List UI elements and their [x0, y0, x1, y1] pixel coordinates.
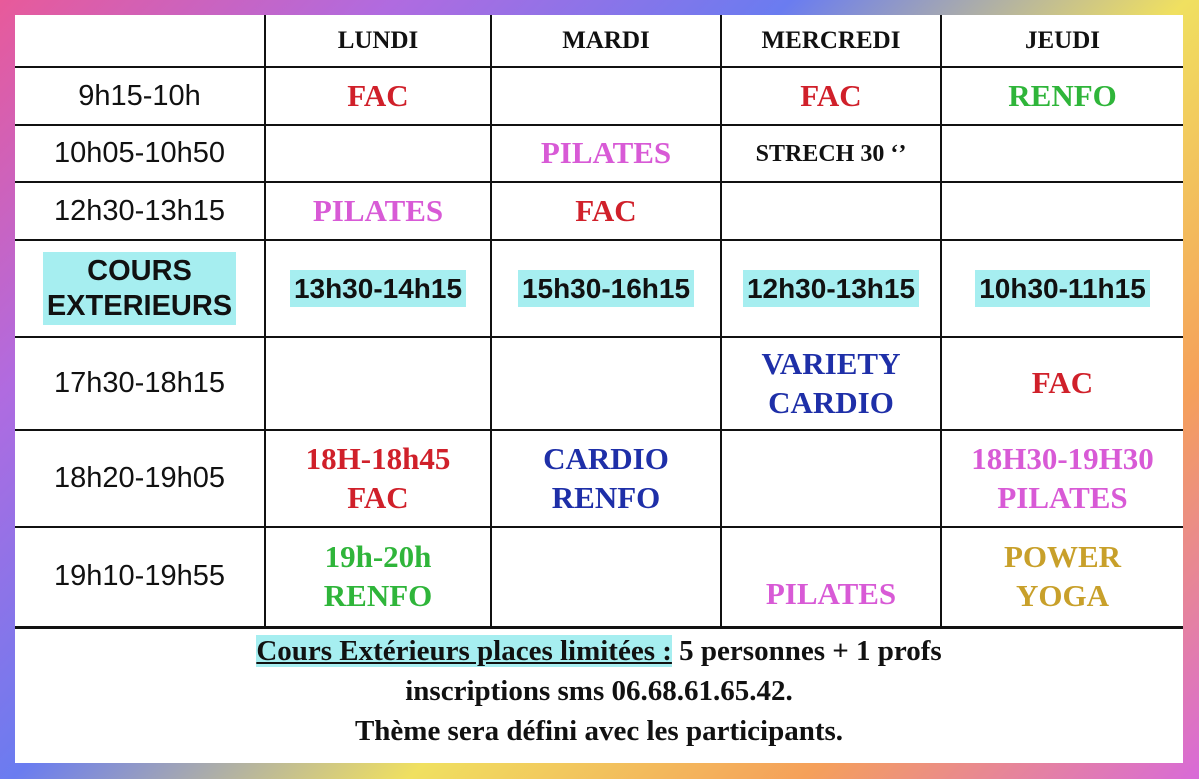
- time-slot: 17h30-18h15: [15, 337, 265, 430]
- outdoor-courses-label: Cours Extérieurs places limitées :: [256, 635, 672, 667]
- table-row: [15, 125, 1183, 182]
- class-cell: [265, 527, 491, 627]
- footer-line-1: [15, 631, 1183, 671]
- class-label: POWER: [1003, 539, 1122, 574]
- time-slot: 12h30-13h15: [15, 182, 265, 240]
- class-cell: [941, 527, 1183, 627]
- day-header-lundi: LUNDI: [265, 15, 491, 67]
- outdoor-time-cell: [491, 240, 721, 337]
- class-cell: [265, 430, 491, 527]
- time-slot: 19h10-19h55: [15, 527, 265, 627]
- outdoor-time: 15h30-16h15: [518, 270, 694, 308]
- footer-line-2: inscriptions sms 06.68.61.65.42.: [405, 675, 793, 707]
- class-label: 18H-18h45: [305, 440, 451, 476]
- outdoor-row: [15, 240, 1183, 337]
- schedule-table: [15, 15, 1183, 629]
- class-cell: [265, 182, 491, 240]
- day-header-mercredi: MERCREDI: [721, 15, 941, 67]
- class-label: FAC: [575, 192, 637, 228]
- class-label: STRECH 30 ‘’: [755, 140, 907, 167]
- class-cell: [265, 125, 491, 182]
- class-label: PILATES: [312, 192, 444, 228]
- class-cell: [941, 182, 1183, 240]
- class-cell: [491, 182, 721, 240]
- footer-notes: [15, 627, 1183, 763]
- capacity-text: 5 personnes + 1 profs: [671, 635, 942, 667]
- class-cell: [721, 125, 941, 182]
- class-cell: [941, 67, 1183, 125]
- outdoor-label: [43, 252, 236, 326]
- class-cell: [941, 430, 1183, 527]
- table-row: [15, 67, 1183, 125]
- class-cell: [941, 125, 1183, 182]
- class-label: PILATES: [997, 479, 1128, 515]
- class-label: 18H30-19H30: [971, 440, 1154, 476]
- class-cell: [491, 430, 721, 527]
- class-label: YOGA: [1016, 577, 1109, 613]
- class-label: PILATES: [765, 576, 897, 612]
- corner-cell: [15, 15, 265, 67]
- outdoor-label-cell: [15, 240, 265, 337]
- class-label: FAC: [347, 479, 409, 515]
- table-row: [15, 337, 1183, 430]
- class-label: CARDIO: [543, 440, 669, 476]
- class-label: FAC: [1031, 365, 1094, 401]
- class-label: PILATES: [540, 135, 672, 171]
- class-cell: [491, 337, 721, 430]
- outdoor-time: 13h30-14h15: [290, 270, 466, 308]
- time-slot: 18h20-19h05: [15, 430, 265, 527]
- outdoor-label-line2: EXTERIEURS: [46, 289, 233, 322]
- class-cell: [491, 125, 721, 182]
- class-cell: [941, 337, 1183, 430]
- class-cell: [721, 527, 941, 627]
- header-row: [15, 15, 1183, 67]
- table-row: [15, 527, 1183, 627]
- class-cell: [491, 527, 721, 627]
- outdoor-time: 12h30-13h15: [743, 270, 919, 308]
- class-cell: [721, 67, 941, 125]
- outdoor-time-cell: [265, 240, 491, 337]
- class-cell: [265, 67, 491, 125]
- class-label: VARIETY: [761, 345, 901, 381]
- class-cell: [265, 337, 491, 430]
- day-header-jeudi: JEUDI: [941, 15, 1183, 67]
- schedule-panel: [15, 15, 1183, 763]
- class-label: 19h-20h: [324, 539, 432, 574]
- time-slot: 9h15-10h: [15, 67, 265, 125]
- class-label: RENFO: [1008, 77, 1117, 113]
- table-row: [15, 182, 1183, 240]
- class-label: FAC: [347, 77, 409, 113]
- class-label: RENFO: [551, 479, 661, 515]
- time-slot: 10h05-10h50: [15, 125, 265, 182]
- table-row: [15, 430, 1183, 527]
- class-label: RENFO: [323, 577, 433, 613]
- class-label: CARDIO: [768, 384, 894, 420]
- class-cell: [721, 337, 941, 430]
- day-header-mardi: MARDI: [491, 15, 721, 67]
- class-cell: [721, 430, 941, 527]
- outdoor-time-cell: [721, 240, 941, 337]
- class-cell: [491, 67, 721, 125]
- footer-line-3: Thème sera défini avec les participants.: [354, 715, 844, 747]
- class-cell: [721, 182, 941, 240]
- outdoor-label-line1: COURS: [87, 254, 192, 287]
- outdoor-time: 10h30-11h15: [975, 270, 1150, 308]
- class-label: FAC: [800, 77, 862, 113]
- outdoor-time-cell: [941, 240, 1183, 337]
